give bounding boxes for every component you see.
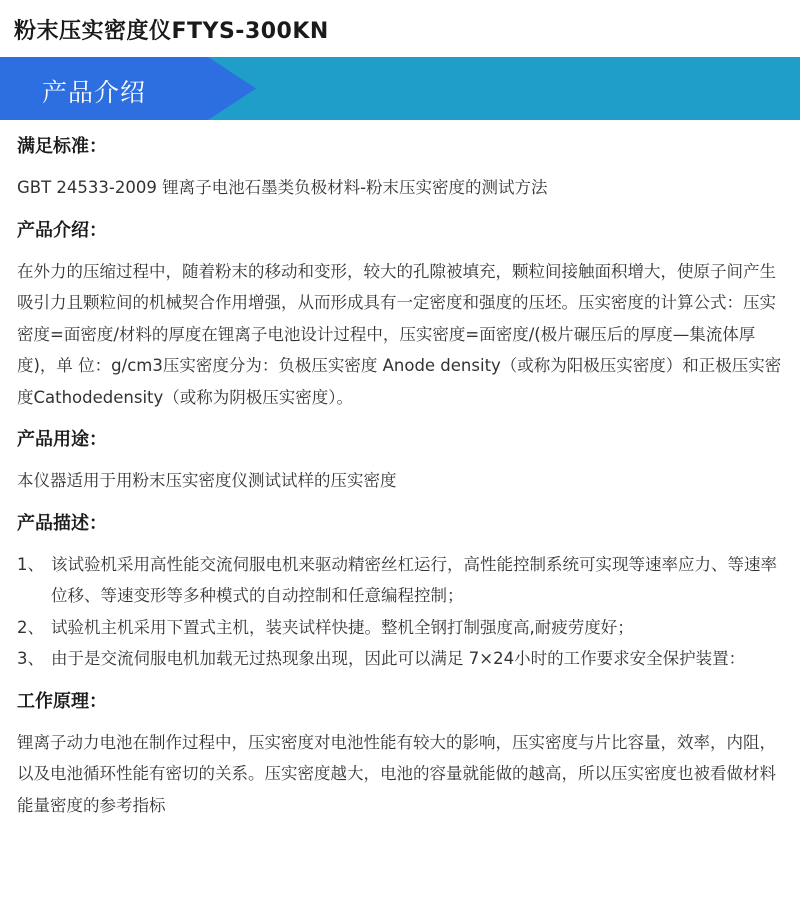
list-item: [17, 612, 787, 644]
banner-title: 产品介绍: [42, 78, 147, 107]
standard-heading: 满足标准：: [17, 136, 107, 157]
intro-heading: 产品介绍：: [17, 219, 107, 241]
list-item-text: 由于是交流伺服电机加载无过热现象出现，因此可以满足 7×24小时的工作要求安全保护装置：: [51, 649, 746, 668]
intro-text: 在外力的压缩过程中，随着粉末的移动和变形，较大的孔隙被填充，颗粒间接触面积增大，使原子间产生吸引力且颗粒间的机械契合作用增强，从而形成具有一定密度和强度的压坯。压实密度的计算公式：压实密度=面密度/材料的厚度在锂离子电池设计过程中，压实密度=面密度/(极片碾压后的厚度—集流体厚度)，单 位：g/cm3压实密度分为：负极压实密度 Anode density（或称为阳极压实密度）和正极压实密度Cathodedensity（或称为阴极压实密度）。: [17, 261, 782, 407]
list-item-marker: 1、: [17, 554, 44, 574]
section-banner: [0, 57, 800, 120]
product-content: [17, 132, 787, 821]
list-item-text: 试验机主机采用下置式主机，装夹试样快捷。整机全钢打制强度高,耐疲劳度好；: [51, 617, 634, 637]
principle-heading: 工作原理：: [17, 690, 107, 712]
list-item-marker: 2、: [17, 617, 44, 637]
list-item: [17, 549, 787, 612]
intro-section: [17, 216, 787, 414]
list-item: [17, 643, 787, 675]
list-item-text: 该试验机采用高性能交流伺服电机来驱动精密丝杠运行，高性能控制系统可实现等速率应力、等速率位移、等速变形等多种模式的自动控制和任意编程控制；: [51, 554, 777, 605]
standard-section: [17, 132, 787, 204]
description-list: [17, 549, 787, 675]
principle-text: 锂离子动力电池在制作过程中，压实密度对电池性能有较大的影响，压实密度与片比容量，效率，内阻，以及电池循环性能有密切的关系。压实密度越大，电池的容量就能做的越高，所以压实密度也被看做材料能量密度的参考指标: [17, 732, 776, 815]
page-title: 粉末压实密度仪FTYS-300KN: [14, 19, 329, 44]
standard-text: GBT 24533-2009 锂离子电池石墨类负极材料-粉末压实密度的测试方法: [17, 178, 548, 197]
list-item-marker: 3、: [17, 649, 44, 668]
description-heading: 产品描述：: [17, 512, 107, 534]
usage-text: 本仪器适用于用粉末压实密度仪测试试样的压实密度: [17, 471, 397, 490]
description-section: [17, 509, 787, 675]
usage-section: [17, 425, 787, 497]
usage-heading: 产品用途：: [17, 429, 107, 450]
principle-section: [17, 687, 787, 822]
